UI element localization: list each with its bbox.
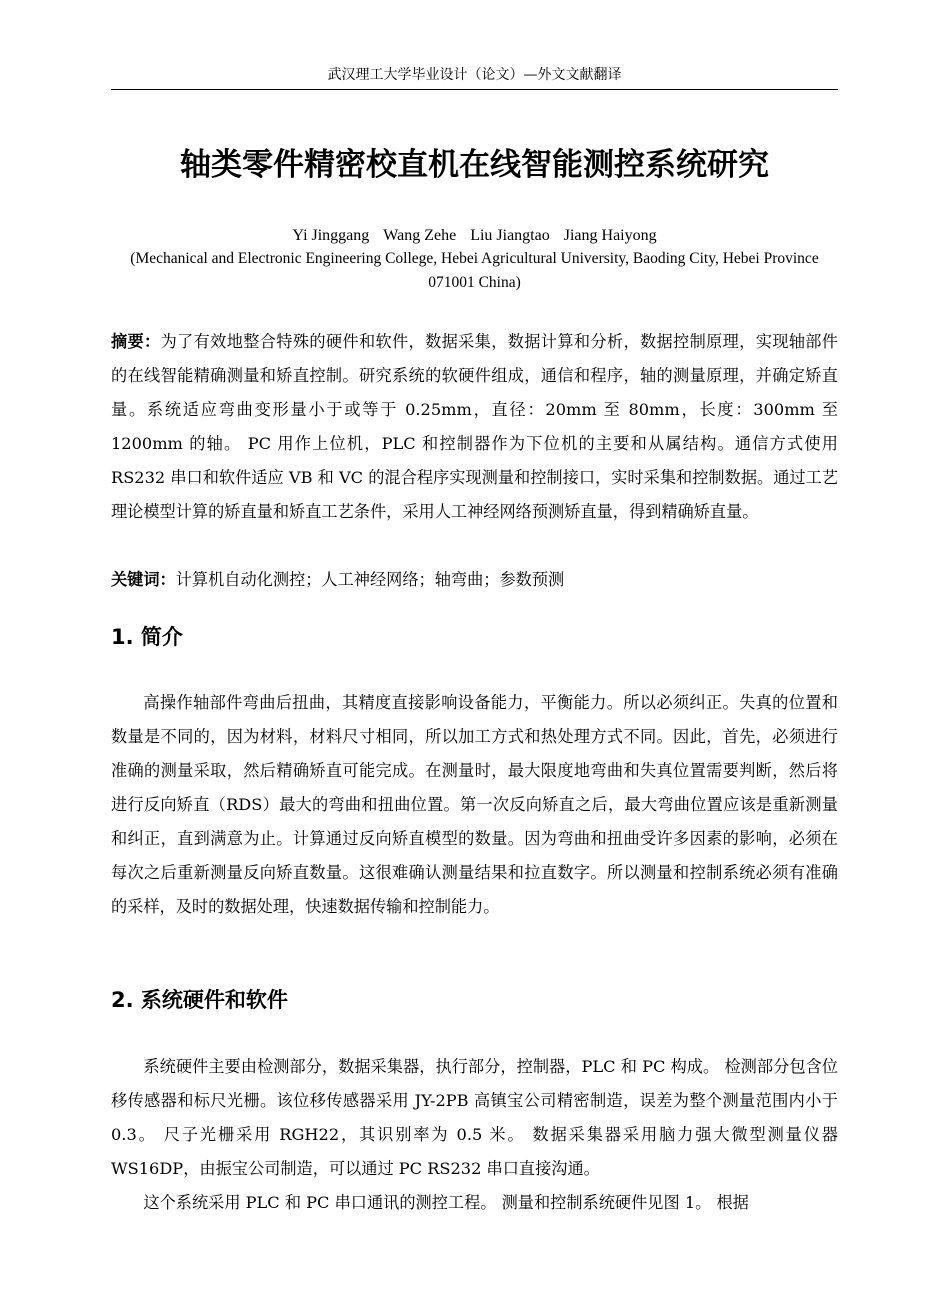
author-affiliation: [111, 247, 838, 295]
body-paragraph: 系统硬件主要由检测部分，数据采集器，执行部分，控制器，PLC 和 PC 构成。 检测部分包含位移传感器和标尺光栅。该位移传感器采用 JY-2PB 高镇宝公司精密制造，误差为整个测量范围内小于 0.3。 尺子光栅采用 RGH22，其识别率为 0.5 米。 数据采集器采用脑力强大微型测量仪器 WS16DP，由振宝公司制造，可以通过 PC RS232 串口直接沟通。: [111, 1057, 838, 1178]
abstract-label: 摘要：: [111, 332, 161, 351]
author-name: Jiang Haiyong: [563, 227, 657, 244]
section-heading-hardware-software: 2. 系统硬件和软件: [111, 988, 288, 1012]
header-divider: [111, 89, 838, 90]
author-name: Liu Jiangtao: [470, 227, 550, 244]
running-header: 武汉理工大学毕业设计（论文）—外文文献翻译: [327, 67, 622, 83]
affiliation-line: 071001 China): [428, 274, 521, 291]
author-name: Wang Zehe: [383, 227, 457, 244]
paper-title: 轴类零件精密校直机在线智能测控系统研究: [180, 147, 769, 183]
affiliation-line: (Mechanical and Electronic Engineering College, Hebei Agricultural University, Baoding City, Hebei Province: [130, 250, 819, 267]
author-name: Yi Jinggang: [292, 227, 370, 244]
abstract: [111, 325, 838, 529]
body-paragraph: 高操作轴部件弯曲后扭曲，其精度直接影响设备能力，平衡能力。所以必须纠正。失真的位置和数量是不同的，因为材料，材料尺寸相同，所以加工方式和热处理方式不同。因此，首先，必须进行准确的测量采取，然后精确矫直可能完成。在测量时，最大限度地弯曲和失真位置需要判断，然后将进行反向矫直（RDS）最大的弯曲和扭曲位置。第一次反向矫直之后，最大弯曲位置应该是重新测量和纠正，直到满意为止。计算通过反向矫直模型的数量。因为弯曲和扭曲受许多因素的影响，必须在每次之后重新测量反向矫直数量。这很难确认测量结果和拉直数字。所以测量和控制系统必须有准确的采样，及时的数据处理，快速数据传输和控制能力。: [111, 693, 838, 916]
abstract-text: 为了有效地整合特殊的硬件和软件，数据采集，数据计算和分析，数据控制原理，实现轴部件的在线智能精确测量和矫直控制。研究系统的软硬件组成，通信和程序，轴的测量原理，并确定矫直量。系统适应弯曲变形量小于或等于 0.25mm，直径：20mm 至 80mm，长度：300mm 至 1200mm 的轴。 PC 用作上位机，PLC 和控制器作为下位机的主要和从属结构。通信方式使用 RS232 串口和软件适应 VB 和 VC 的混合程序实现测量和控制接口，实时采集和控制数据。通过工艺理论模型计算的矫直量和矫直工艺条件，采用人工神经网络预测矫直量，得到精确矫直量。: [111, 332, 838, 521]
keywords: [111, 563, 838, 597]
body-paragraph: 这个系统采用 PLC 和 PC 串口通讯的测控工程。 测量和控制系统硬件见图 1。 根据: [143, 1193, 749, 1212]
author-list: [111, 224, 838, 248]
section-heading-introduction: 1. 简介: [111, 625, 183, 649]
keywords-text: 计算机自动化测控；人工神经网络；轴弯曲；参数预测: [175, 570, 565, 589]
keywords-label: 关键词：: [111, 570, 176, 589]
